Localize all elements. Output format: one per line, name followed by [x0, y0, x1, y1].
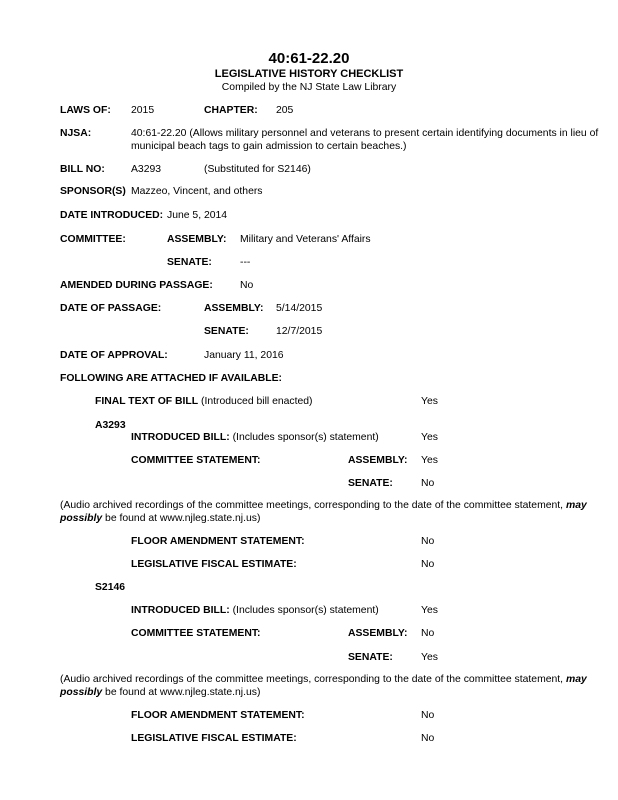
date-of-approval-label: DATE OF APPROVAL: [60, 350, 168, 361]
s2146-fiscal-estimate-value: No [421, 733, 435, 744]
sponsors-value: Mazzeo, Vincent, and others [131, 186, 263, 197]
audio-note-emphasis: may possibly [60, 674, 587, 698]
a3293-introduced-value: Yes [421, 432, 438, 443]
a3293-introduced-row [131, 431, 379, 444]
a3293-committee-senate-value: No [421, 478, 435, 489]
s2146-committee-senate-label: SENATE: [348, 652, 393, 663]
bill-no-note: (Substituted for S2146) [204, 164, 311, 175]
page-subtitle: LEGISLATIVE HISTORY CHECKLIST [214, 68, 404, 80]
final-text-value: Yes [421, 396, 438, 407]
bill-no-value: A3293 [131, 164, 162, 175]
chapter-label: CHAPTER: [204, 105, 258, 116]
a3293-fiscal-estimate-value: No [421, 559, 435, 570]
s2146-committee-assembly-label: ASSEMBLY: [348, 628, 408, 639]
committee-label: COMMITTEE: [60, 234, 126, 245]
a3293-committee-statement-label: COMMITTEE STATEMENT: [131, 455, 261, 466]
sponsors-label: SPONSOR(S) [60, 186, 126, 197]
amended-label: AMENDED DURING PASSAGE: [60, 280, 213, 291]
final-text-label: FINAL TEXT OF BILL [95, 396, 199, 407]
s2146-fiscal-estimate-label: LEGISLATIVE FISCAL ESTIMATE: [131, 733, 297, 744]
date-of-approval-value: January 11, 2016 [204, 350, 284, 361]
s2146-committee-statement-label: COMMITTEE STATEMENT: [131, 628, 261, 639]
a3293-section-heading: A3293 [95, 420, 126, 431]
a3293-committee-senate-label: SENATE: [348, 478, 393, 489]
a3293-floor-amendment-value: No [421, 536, 435, 547]
s2146-audio-note: (Audio archived recordings of the committee meetings, corresponding to the date of the committee statement, may possibly be found at www.njleg.state.nj.us) [60, 674, 587, 698]
passage-senate-label: SENATE: [204, 326, 249, 337]
s2146-introduced-note: (Includes sponsor(s) statement) [232, 605, 379, 616]
audio-note-emphasis: may possibly [60, 500, 587, 524]
compiled-by: Compiled by the NJ State Law Library [221, 82, 397, 93]
laws-of-label: LAWS OF: [60, 105, 111, 116]
passage-assembly-value: 5/14/2015 [276, 303, 323, 314]
passage-senate-value: 12/7/2015 [276, 326, 323, 337]
a3293-introduced-note: (Includes sponsor(s) statement) [232, 432, 379, 443]
a3293-committee-assembly-label: ASSEMBLY: [348, 455, 408, 466]
s2146-floor-amendment-value: No [421, 710, 435, 721]
s2146-committee-assembly-value: No [421, 628, 435, 639]
amended-value: No [240, 280, 254, 291]
date-of-passage-label: DATE OF PASSAGE: [60, 303, 162, 314]
date-introduced-label: DATE INTRODUCED: [60, 210, 164, 221]
chapter-value: 205 [276, 105, 294, 116]
a3293-introduced-label: INTRODUCED BILL: [131, 432, 230, 443]
bill-no-label: BILL NO: [60, 164, 105, 175]
committee-senate-value: --- [240, 257, 251, 268]
attached-heading: FOLLOWING ARE ATTACHED IF AVAILABLE: [60, 373, 283, 384]
s2146-section-heading: S2146 [95, 582, 126, 593]
a3293-fiscal-estimate-label: LEGISLATIVE FISCAL ESTIMATE: [131, 559, 297, 570]
a3293-audio-note: (Audio archived recordings of the committee meetings, corresponding to the date of the committee statement, may possibly be found at www.njleg.state.nj.us) [60, 500, 587, 524]
a3293-floor-amendment-label: FLOOR AMENDMENT STATEMENT: [131, 536, 305, 547]
s2146-introduced-label: INTRODUCED BILL: [131, 605, 230, 616]
committee-assembly-label: ASSEMBLY: [167, 234, 227, 245]
s2146-floor-amendment-label: FLOOR AMENDMENT STATEMENT: [131, 710, 305, 721]
final-text-row [95, 395, 313, 408]
njsa-label: NJSA: [60, 128, 92, 139]
njsa-value: 40:61-22.20 (Allows military personnel and veterans to present certain identifying documents in lieu of municipal beach tags to gain admission to certain beaches.) [131, 128, 599, 152]
laws-of-value: 2015 [131, 105, 155, 116]
a3293-committee-assembly-value: Yes [421, 455, 438, 466]
s2146-committee-senate-value: Yes [421, 652, 438, 663]
passage-assembly-label: ASSEMBLY: [204, 303, 264, 314]
s2146-introduced-value: Yes [421, 605, 438, 616]
s2146-introduced-row [131, 604, 379, 617]
final-text-note: (Introduced bill enacted) [201, 396, 313, 407]
page-title: 40:61-22.20 [268, 50, 350, 67]
date-introduced-value: June 5, 2014 [167, 210, 228, 221]
committee-assembly-value: Military and Veterans' Affairs [240, 234, 371, 245]
committee-senate-label: SENATE: [167, 257, 212, 268]
